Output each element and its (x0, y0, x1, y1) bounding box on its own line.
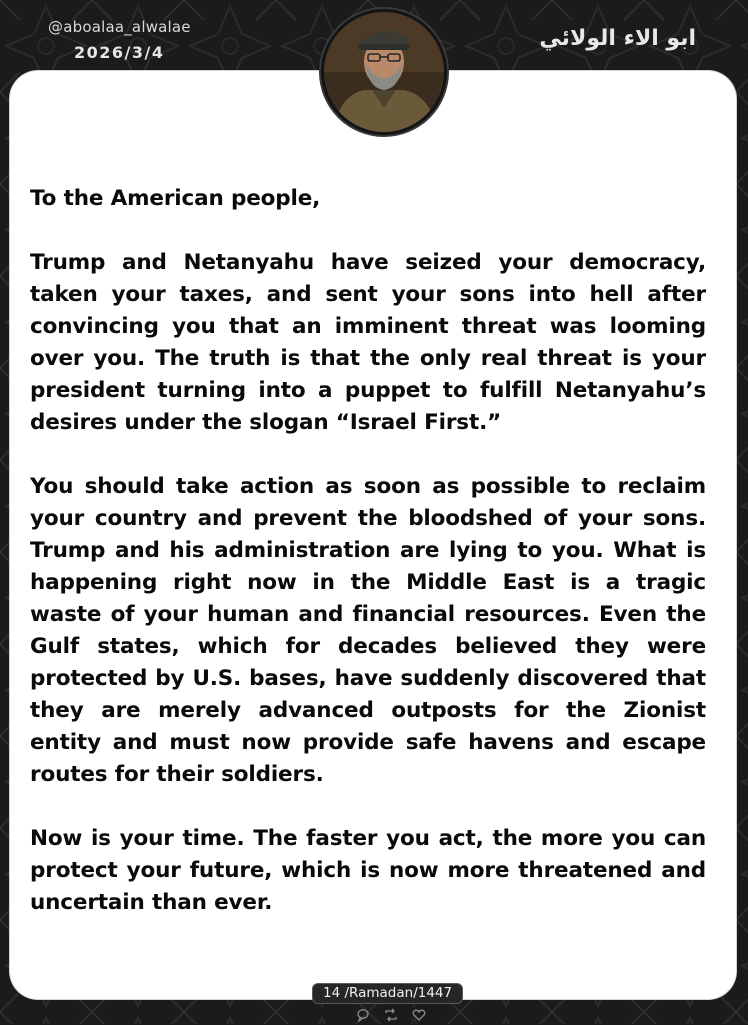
letter-paragraph-3: Now is your time. The faster you act, the more you can protect your future, which is now more threatened and uncertain than ever. (30, 826, 706, 915)
letter-paragraph-2: You should take action as soon as possible to reclaim your country and prevent the bloodshed of your sons. Trump and his administration are lying to you. What is happening right now in the Middle East is a tragic waste of your human and financial resources. Even the Gulf states, which for decades believed they were protected by U.S. bases, have suddenly discovered that they are merely advanced outposts for the Zionist entity and must now provide safe havens and escape routes for their soldiers. (30, 474, 706, 787)
avatar (321, 9, 447, 135)
letter-paragraph-1: Trump and Netanyahu have seized your democracy, taken your taxes, and sent your sons into hell after convincing you that an imminent threat was looming over you. The truth is that the only real threat is your president turning into a puppet to fulfill Netanyahu’s desires under the slogan “Israel First.” (30, 250, 706, 435)
repost-icon[interactable] (384, 1008, 398, 1022)
like-icon[interactable] (412, 1008, 426, 1022)
letter-salutation: To the American people, (30, 186, 321, 211)
letter-body (30, 183, 706, 951)
reply-icon[interactable] (356, 1008, 370, 1022)
hijri-date-badge: 14 /Ramadan/1447 (312, 983, 463, 1004)
portrait-photo-icon (324, 12, 444, 132)
account-name-arabic: ابو الاء الولائي (539, 26, 696, 51)
post-actions (356, 1008, 426, 1022)
account-handle: @aboalaa_alwalae (48, 18, 191, 36)
post-date: 2026/3/4 (74, 43, 165, 62)
